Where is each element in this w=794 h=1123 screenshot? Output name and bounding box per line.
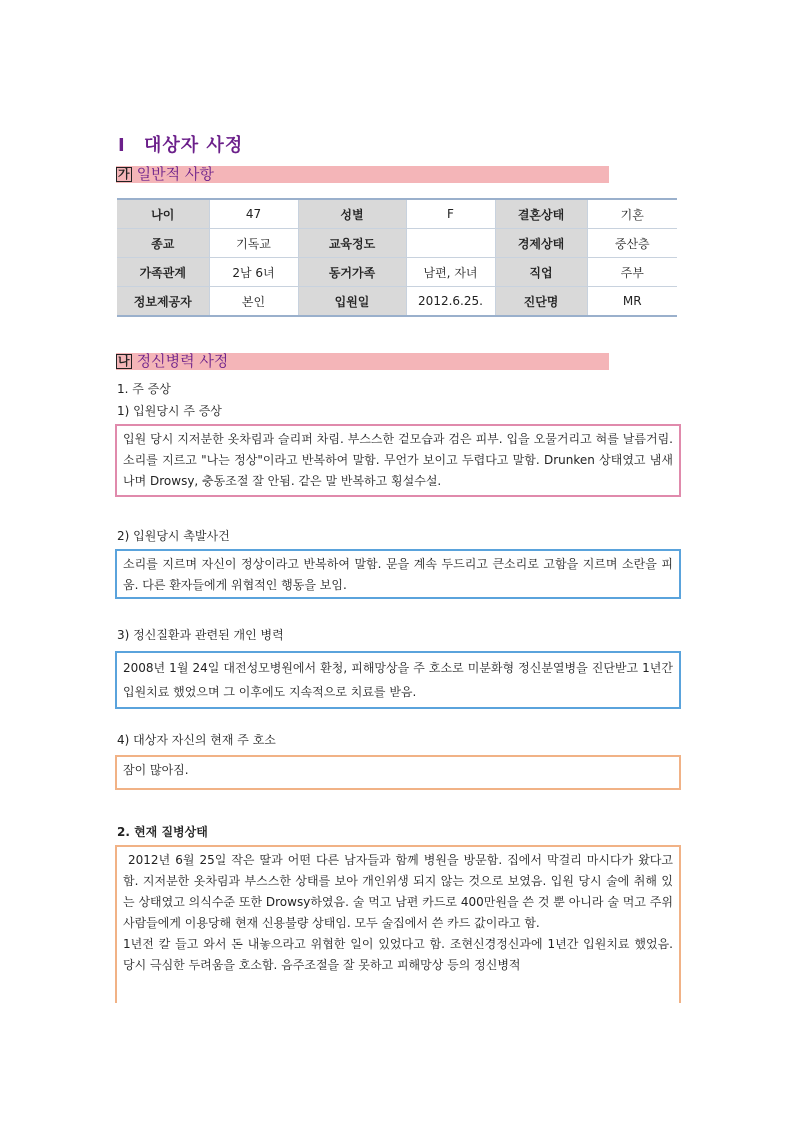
info-value: 2남 6녀: [209, 258, 298, 287]
page-title: [118, 131, 243, 157]
section-title: 일반적 사항: [136, 165, 214, 183]
general-info-table: [117, 198, 677, 317]
section-title: 정신병력 사정: [136, 352, 229, 370]
sub3-title: 3) 정신질환과 관련된 개인 병력: [117, 628, 284, 642]
sub2-title: 2) 입원당시 촉발사건: [117, 529, 230, 543]
info-label: 성별: [298, 199, 406, 229]
item2-para2: 1년전 칼 들고 와서 돈 내놓으라고 위협한 일이 있었다고 함. 조현신경정신과에 1년간 입원치료 했었음. 당시 극심한 두려움을 호소함. 음주조절을 잘 못하고 피해망상 등의 정신병적: [123, 937, 673, 972]
info-value: 47: [209, 199, 298, 229]
info-value: MR: [587, 287, 677, 317]
sub3-text: 2008년 1월 24일 대전성모병원에서 환청, 피해망상을 주 호소로 미분화형 정신분열병을 진단받고 1년간 입원치료 했었으며 그 이후에도 지속적으로 치료를 받음.: [123, 661, 673, 699]
sub4-text: 잠이 많아짐.: [123, 763, 189, 777]
info-value: 기혼: [587, 199, 677, 229]
info-value: [406, 229, 495, 258]
info-label: 가족관계: [117, 258, 209, 287]
info-label: 직업: [495, 258, 587, 287]
info-value: 2012.6.25.: [406, 287, 495, 317]
info-label: 경제상태: [495, 229, 587, 258]
section-mark: 나: [118, 354, 130, 368]
section-general-header: [116, 166, 609, 183]
section-psych-header: [116, 353, 609, 370]
info-value: 중산층: [587, 229, 677, 258]
info-value: F: [406, 199, 495, 229]
sub4-box: [115, 755, 681, 790]
info-row: [117, 199, 677, 229]
info-label: 교육정도: [298, 229, 406, 258]
item2-title: 2. 현재 질병상태: [117, 825, 208, 839]
info-label: 나이: [117, 199, 209, 229]
info-label: 결혼상태: [495, 199, 587, 229]
info-row: [117, 229, 677, 258]
info-value: 본인: [209, 287, 298, 317]
item2-para1: 2012년 6월 25일 작은 딸과 어떤 다른 남자들과 함께 병원을 방문함. 집에서 막걸리 마시다가 왔다고 함. 지저분한 옷차림과 부스스한 상태를 보아 개인위생 되지 않는 것으로 보였음. 입원 당시 술에 취해 있는 상태였고 의식수준 또한 Drowsy하였음. 술 먹고 남편 카드로 400만원을 쓴 것 뿐 아니라 술 먹고 주위사람들에게 이용당해 현재 신용불량 상태임. 모두 술집에서 쓴 카드 값이라고 함.: [123, 853, 677, 930]
info-label: 입원일: [298, 287, 406, 317]
info-value: 기독교: [209, 229, 298, 258]
info-value: 주부: [587, 258, 677, 287]
sub4-title: 4) 대상자 자신의 현재 주 호소: [117, 733, 276, 747]
item2-box: [115, 845, 681, 1003]
sub3-box: [115, 651, 681, 709]
title-text: 대상자 사정: [144, 135, 244, 156]
info-value: 남편, 자녀: [406, 258, 495, 287]
sub2-box: [115, 549, 681, 599]
info-label: 정보제공자: [117, 287, 209, 317]
sub1-box: [115, 424, 681, 497]
info-label: 종교: [117, 229, 209, 258]
sub2-text: 소리를 지르며 자신이 정상이라고 반복하여 말함. 문을 계속 두드리고 큰소리로 고함을 지르며 소란을 피움. 다른 환자들에게 위협적인 행동을 보임.: [123, 557, 673, 592]
section-mark: 가: [118, 167, 130, 181]
info-row: [117, 258, 677, 287]
title-number: Ⅰ: [118, 135, 126, 156]
info-label: 진단명: [495, 287, 587, 317]
info-row: [117, 287, 677, 317]
sub1-title: 1) 입원당시 주 증상: [117, 404, 222, 418]
item1-title: 1. 주 증상: [117, 382, 171, 396]
info-label: 동거가족: [298, 258, 406, 287]
sub1-text: 입원 당시 지저분한 옷차림과 슬리퍼 차림. 부스스한 겉모습과 검은 피부. 입을 오물거리고 혀를 날름거림. 소리를 지르고 "나는 정상"이라고 반복하여 말함. 무언가 보이고 두렵다고 말함. Drunken 상태였고 냄새나며 Drowsy, 충동조절 잘 안됨. 같은 말 반복하고 횡설수설.: [123, 432, 673, 488]
